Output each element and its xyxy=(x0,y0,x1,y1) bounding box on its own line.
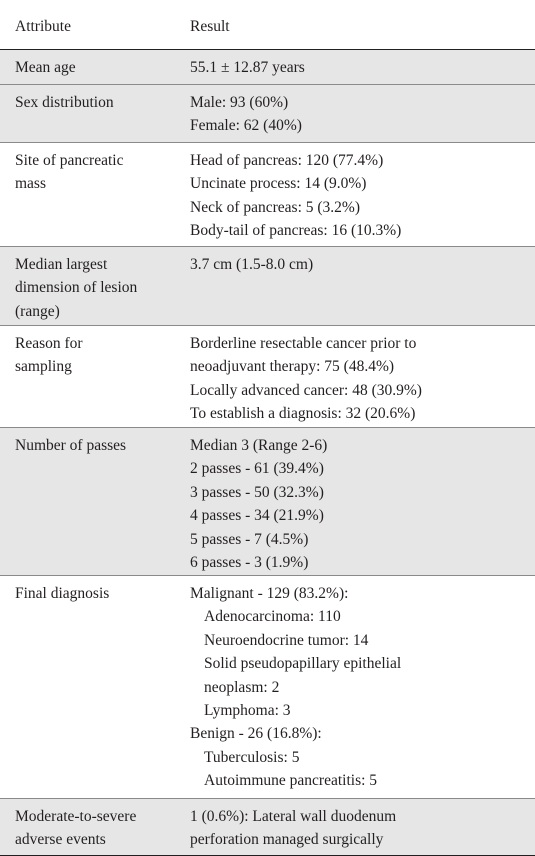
table-row xyxy=(0,85,535,143)
header-attribute: Attribute xyxy=(15,18,71,35)
attribute-cell: Number of passes xyxy=(15,437,127,454)
table-row xyxy=(0,428,535,576)
table-row xyxy=(0,143,535,247)
attribute-cell: Reason for sampling xyxy=(15,335,83,376)
table-header xyxy=(0,0,535,50)
result-cell: Head of pancreas: 120 (77.4%) Uncinate process: 14 (9.0%) Neck of pancreas: 5 (3.2%) Body-tail of pancreas: 16 (10.3%) xyxy=(190,152,402,240)
attribute-cell: Moderate-to-severe adverse events xyxy=(15,808,137,849)
table-row xyxy=(0,799,535,856)
attribute-cell: Sex distribution xyxy=(15,94,114,111)
result-cell: 1 (0.6%): Lateral wall duodenum perforation managed surgically xyxy=(190,808,397,849)
result-cell: Borderline resectable cancer prior to neoadjuvant therapy: 75 (48.4%) Locally advanced cancer: 48 (30.9%) To establish a diagnosis: 32 (20.6%) xyxy=(190,335,422,423)
attribute-cell: Final diagnosis xyxy=(15,585,110,602)
result-cell: Male: 93 (60%) Female: 62 (40%) xyxy=(190,94,302,135)
table-row xyxy=(0,247,535,326)
result-cell: 55.1 ± 12.87 years xyxy=(190,59,305,76)
attribute-cell: Median largest dimension of lesion (range) xyxy=(15,256,138,320)
result-cell: Malignant - 129 (83.2%): Adenocarcinoma: 110 Neuroendocrine tumor: 14 Solid pseudopapillary epithelial neoplasm: 2 Lymphoma: 3 Benign - 26 (16.8%): Tuberculosis: 5 Autoimmune pancreatitis: 5 xyxy=(190,585,402,790)
table-row xyxy=(0,576,535,799)
attribute-cell: Mean age xyxy=(15,59,76,76)
result-cell: Median 3 (Range 2-6) 2 passes - 61 (39.4%) 3 passes - 50 (32.3%) 4 passes - 34 (21.9%) 5 passes - 7 (4.5%) 6 passes - 3 (1.9%) xyxy=(190,437,328,572)
table-row xyxy=(0,326,535,428)
attribute-cell: Site of pancreatic mass xyxy=(15,152,124,193)
table-row xyxy=(0,50,535,85)
result-cell: 3.7 cm (1.5-8.0 cm) xyxy=(190,256,314,273)
header-result: Result xyxy=(190,18,230,35)
